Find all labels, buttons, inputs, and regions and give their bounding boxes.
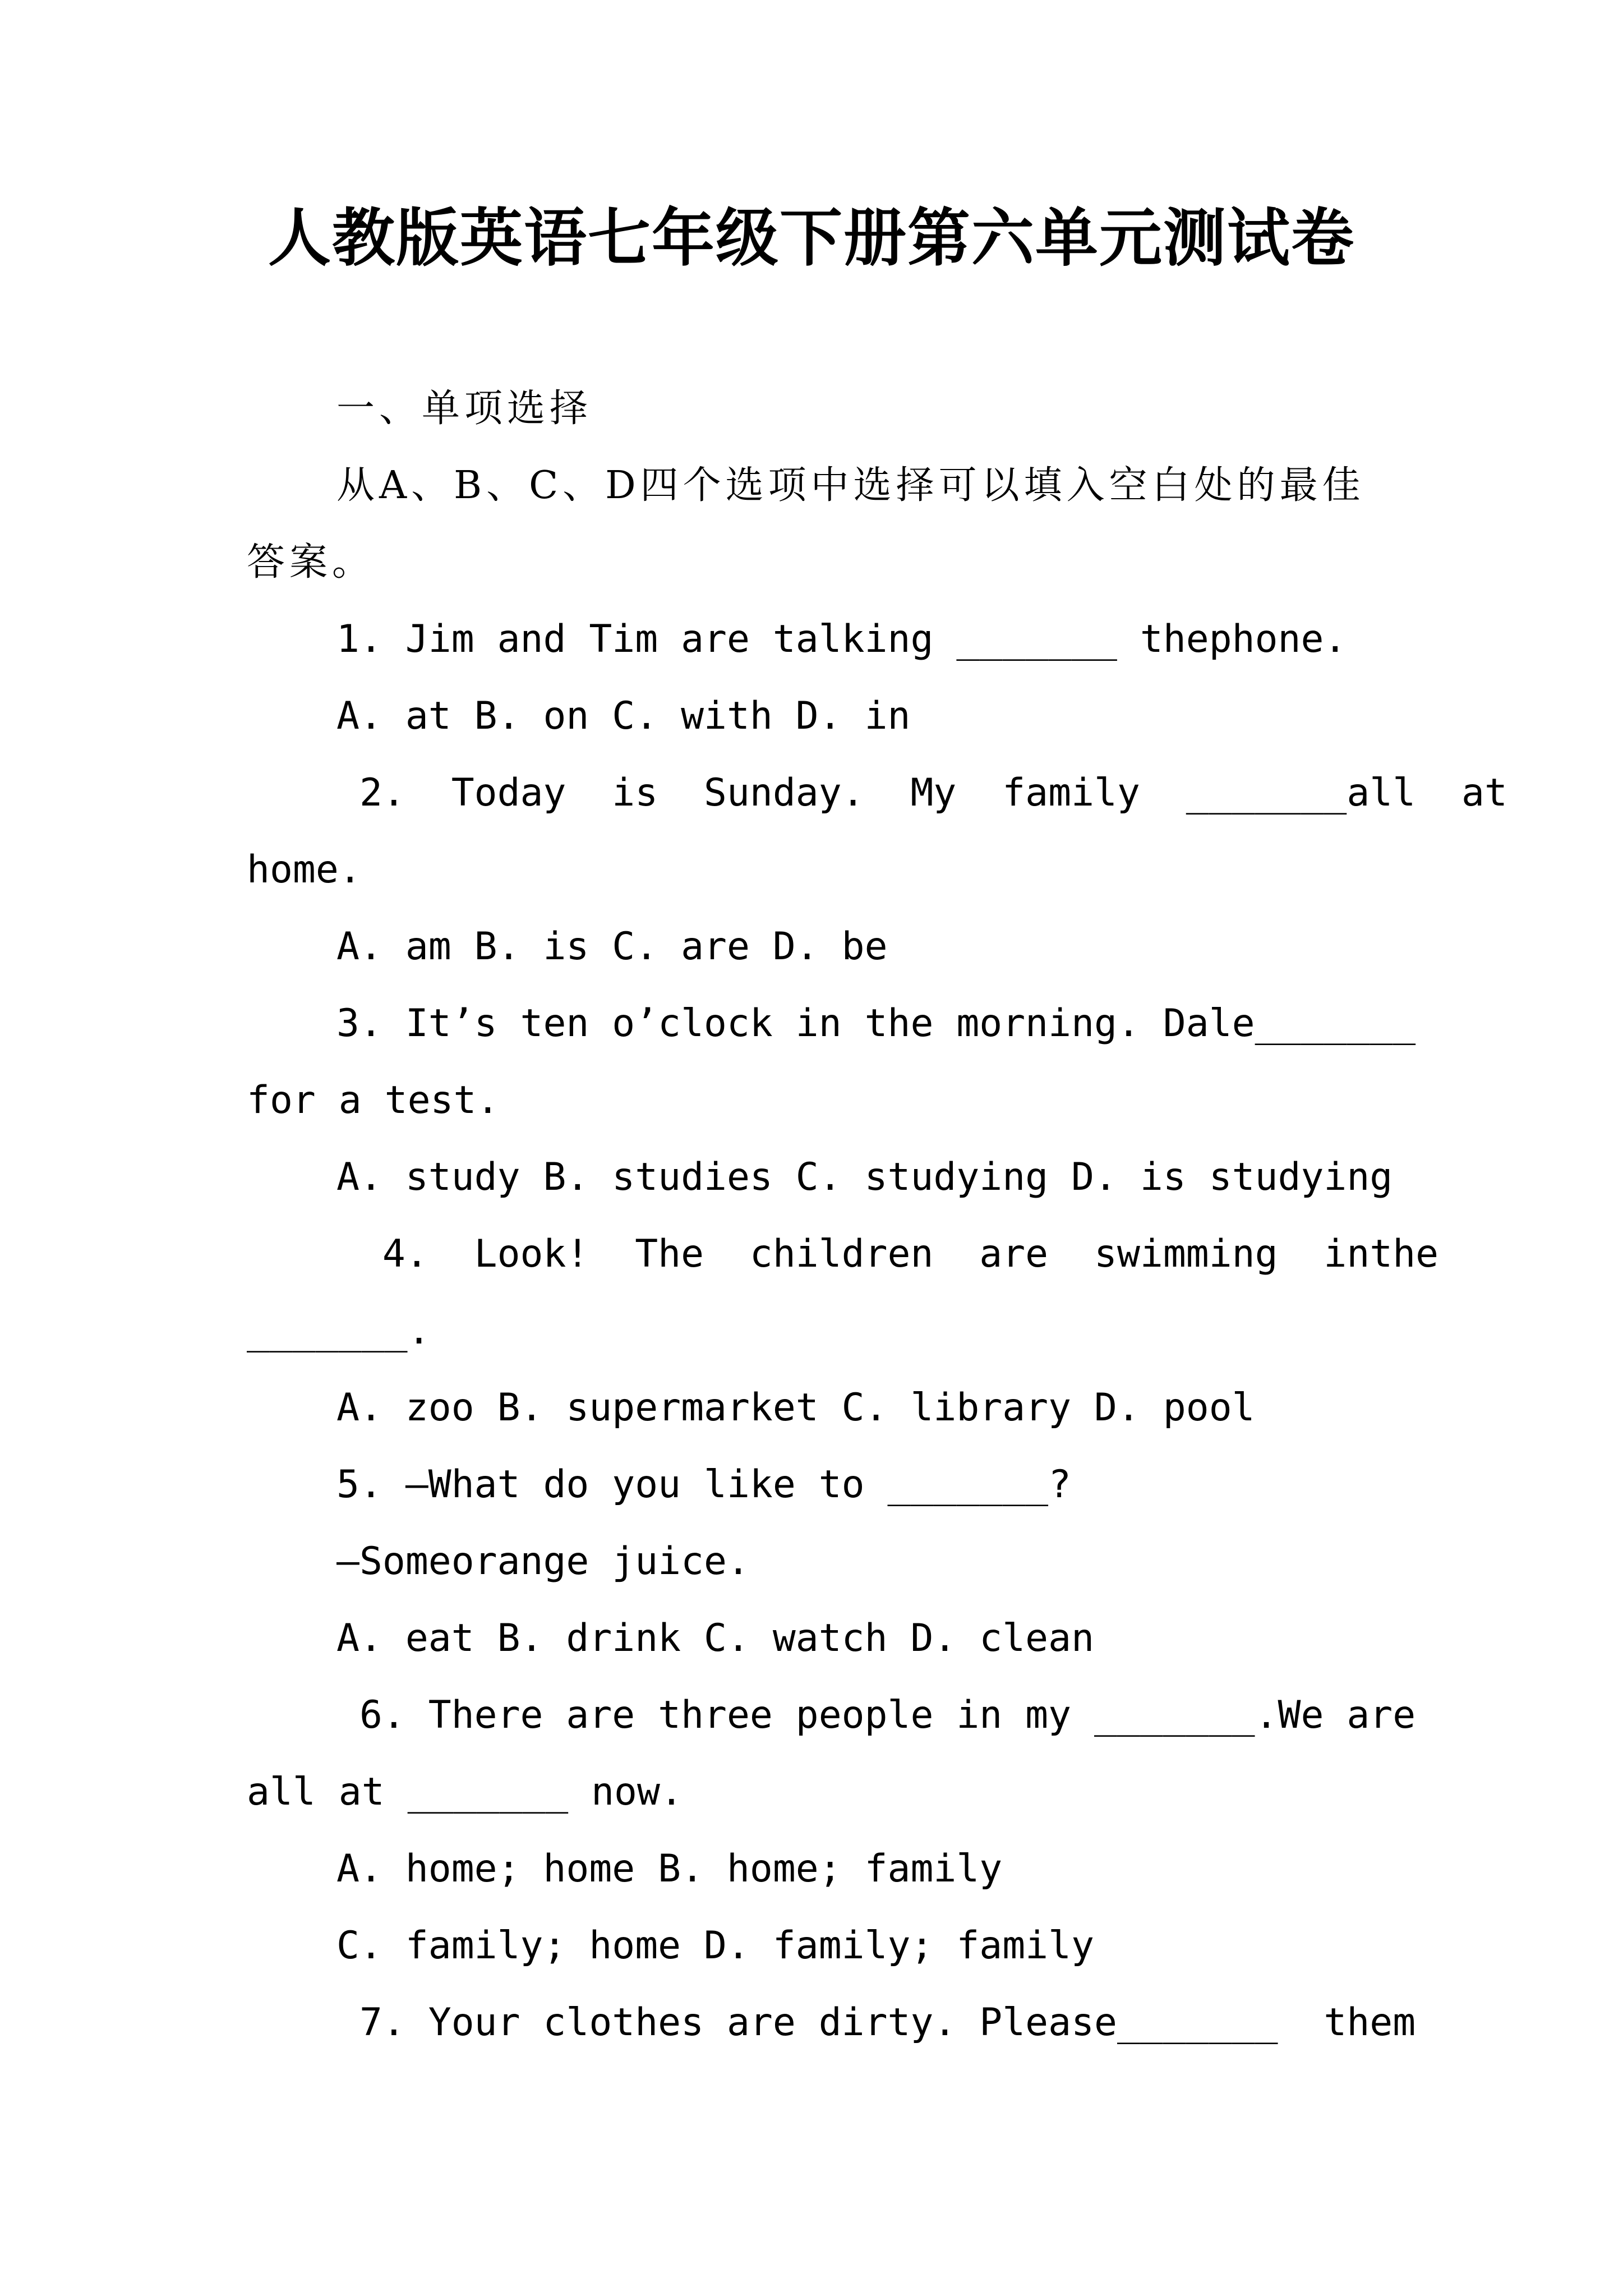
instruction-line-2: 答案。 bbox=[247, 540, 375, 585]
question-3-continued: for a test. bbox=[247, 1078, 500, 1122]
question-6-options-ab: A. home; home B. home; family bbox=[336, 1847, 1003, 1891]
question-7: 7. Your clothes are dirty. Please_______ them bbox=[336, 2000, 1416, 2045]
question-5: 5. —What do you like to _______? bbox=[336, 1462, 1072, 1507]
question-5-answer: —Someorange juice. bbox=[336, 1539, 750, 1584]
question-2-options: A. am B. is C. are D. be bbox=[336, 924, 888, 969]
question-2-continued: home. bbox=[247, 848, 362, 892]
question-1: 1. Jim and Tim are talking _______ thephone. bbox=[336, 617, 1347, 661]
page-title: 人教版英语七年级下册第六单元测试卷 bbox=[268, 201, 1355, 275]
question-4-continued: _______. bbox=[247, 1309, 431, 1353]
question-3-options: A. study B. studies C. studying D. is studying bbox=[336, 1155, 1393, 1199]
section-heading: 一、单项选择 bbox=[336, 386, 593, 431]
question-5-options: A. eat B. drink C. watch D. clean bbox=[336, 1616, 1095, 1660]
instruction-line-1: 从A、B、C、D四个选项中选择可以填入空白处的最佳 bbox=[336, 463, 1365, 508]
question-6: 6. There are three people in my _______.We are bbox=[336, 1693, 1416, 1737]
question-6-continued: all at _______ now. bbox=[247, 1770, 683, 1814]
question-1-options: A. at B. on C. with D. in bbox=[336, 694, 911, 738]
question-3: 3. It’s ten o’clock in the morning. Dale_______ bbox=[336, 1001, 1416, 1046]
document-body bbox=[247, 370, 1507, 2061]
question-4-options: A. zoo B. supermarket C. library D. pool bbox=[336, 1386, 1255, 1430]
question-6-options-cd: C. family; home D. family; family bbox=[336, 1924, 1095, 1968]
question-2: 2. Today is Sunday. My family _______all at bbox=[336, 771, 1507, 815]
question-4: 4. Look! The children are swimming inthe bbox=[336, 1232, 1439, 1276]
